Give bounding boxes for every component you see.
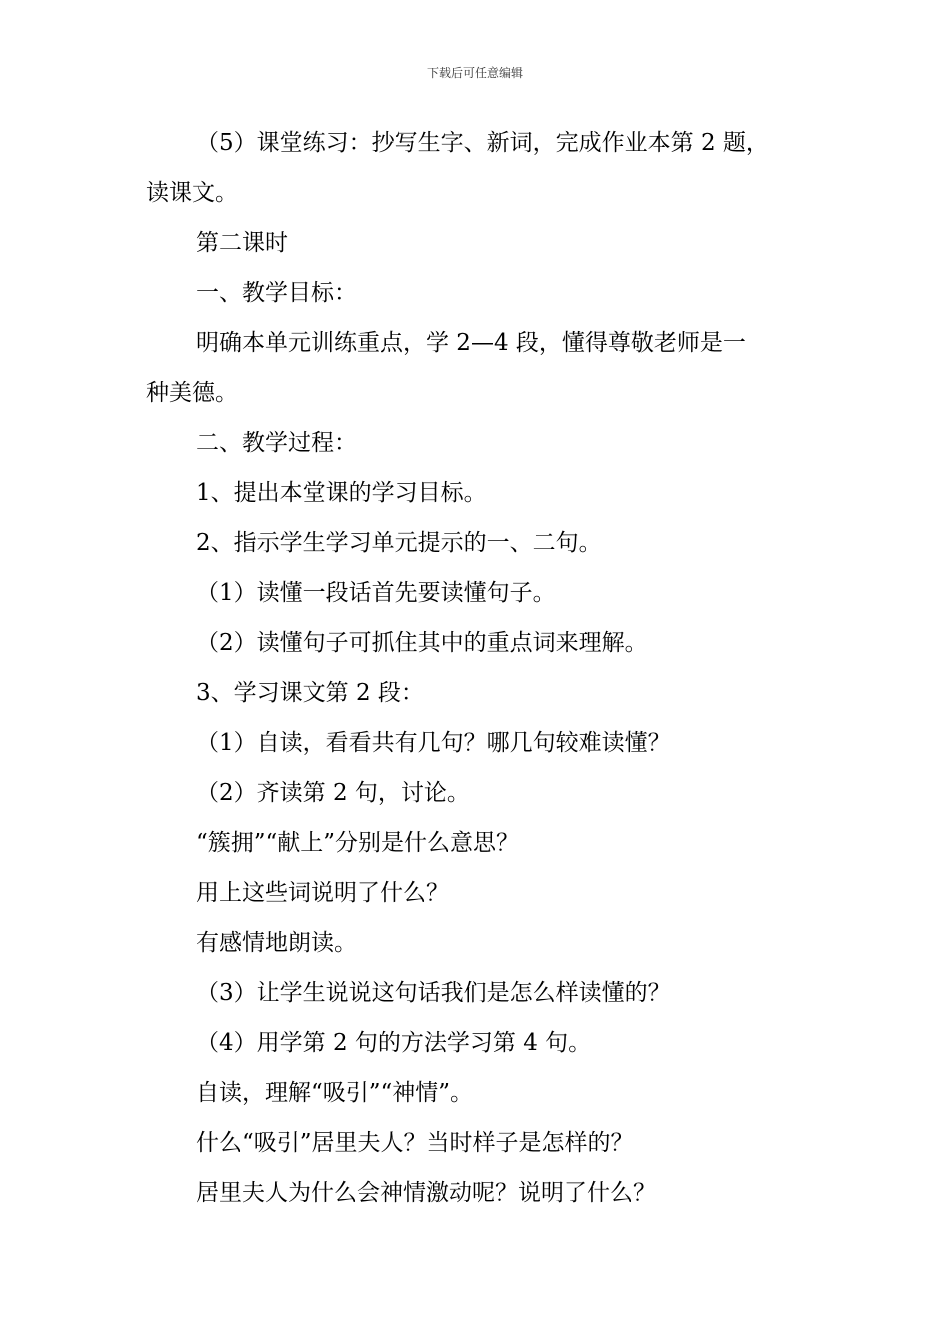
paragraph-line: 自读，理解“吸引”“神情”。 bbox=[196, 1080, 474, 1106]
paragraph-line: 有感情地朗读。 bbox=[196, 930, 357, 956]
section-heading: 第二课时 bbox=[196, 230, 288, 256]
paragraph-line: 3、学习课文第 2 段： bbox=[196, 680, 424, 706]
section-heading: 一、教学目标： bbox=[196, 280, 357, 306]
paragraph-line: 居里夫人为什么会神情激动呢？说明了什么？ bbox=[196, 1180, 656, 1206]
paragraph-line: 明确本单元训练重点，学 2—4 段，懂得尊敬老师是一 bbox=[196, 330, 746, 356]
section-heading: 二、教学过程： bbox=[196, 430, 357, 456]
paragraph-line: （2）齐读第 2 句，讨论。 bbox=[196, 780, 470, 806]
paragraph-line: 用上这些词说明了什么？ bbox=[196, 880, 449, 906]
paragraph-line: 2、指示学生学习单元提示的一、二句。 bbox=[196, 530, 602, 556]
paragraph-line: （1）自读，看看共有几句？哪几句较难读懂？ bbox=[196, 730, 671, 756]
paragraph-line: （5）课堂练习：抄写生字、新词，完成作业本第 2 题， bbox=[196, 130, 769, 156]
page-header: 下载后可任意编辑 bbox=[426, 66, 523, 80]
paragraph-line: （3）让学生说说这句话我们是怎么样读懂的？ bbox=[196, 980, 671, 1006]
paragraph-line: （4）用学第 2 句的方法学习第 4 句。 bbox=[196, 1030, 592, 1056]
paragraph-line: （1）读懂一段话首先要读懂句子。 bbox=[196, 580, 556, 606]
paragraph-line: “簇拥”“献上”分别是什么意思？ bbox=[196, 830, 520, 856]
paragraph-line: 什么“吸引”居里夫人？当时样子是怎样的？ bbox=[196, 1130, 634, 1156]
paragraph-line: 1、提出本堂课的学习目标。 bbox=[196, 480, 487, 506]
paragraph-line: 读课文。 bbox=[146, 180, 238, 206]
paragraph-line: 种美德。 bbox=[146, 380, 238, 406]
paragraph-line: （2）读懂句子可抓住其中的重点词来理解。 bbox=[196, 630, 648, 656]
